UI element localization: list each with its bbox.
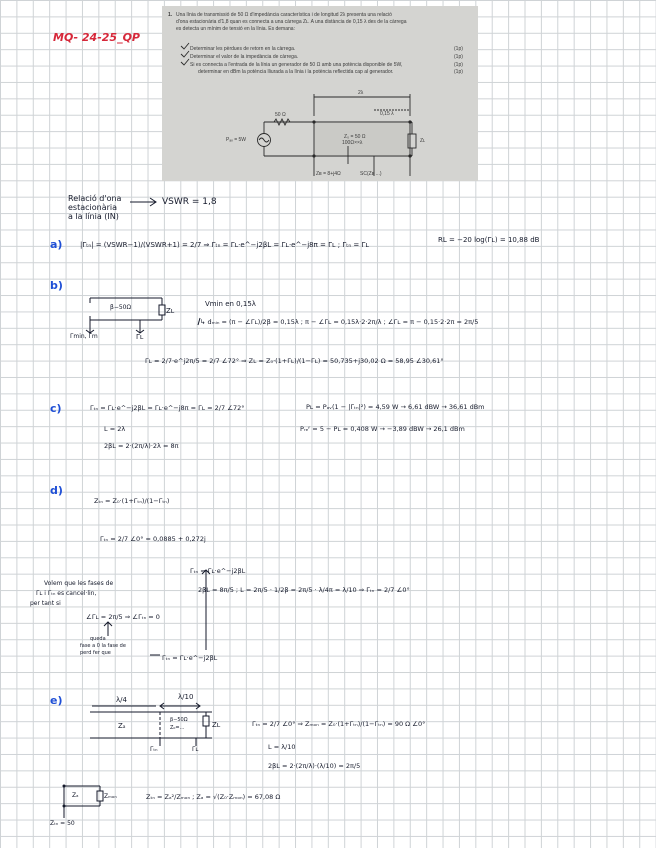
e-box2: Z₀=...	[170, 725, 185, 731]
problem-intro-1: Una línia de transmissió de 50 Ω d'impedància característica i de longitud 2λ presenta una relació	[176, 12, 392, 18]
d-gin2: Γₜₙ = Γʟ·e^−j2βL	[190, 567, 246, 575]
problem-item-a: Determinar les pèrdues de retorn en la càrrega.	[190, 46, 296, 52]
d-gin: Γₜₙ = 2/7 ∠0° = 0,0885 + 0,272j	[100, 535, 206, 543]
circuit-line-z0: Z₀ = 50 Ω	[344, 134, 366, 140]
d-note-1: Volem que les fases de	[44, 580, 114, 587]
c-power-load: Pʟ = Pₐᵥ(1 − |Γₜₙ|²) = 4,59 W → 6,61 dBW → 36,61 dBm	[306, 403, 485, 411]
c-length: L = 2λ	[104, 425, 126, 433]
d-zin: Zₜₙ = Z₀·(1+Γₜₙ)/(1−Γₜₙ)	[94, 497, 170, 505]
d-note2-1: queda	[90, 636, 106, 642]
e-qwt-za: Zₐ	[72, 792, 79, 799]
d-note2-3: perd fer que	[80, 650, 111, 656]
problem-item-d-points: (1p)	[454, 69, 463, 75]
e-lambda4: λ/4	[116, 696, 127, 704]
section-a-return-loss: RL = −20 log(Γʟ) = 10,88 dB	[438, 236, 540, 244]
b-dmin: ↳ dₘᵢₙ = (π − ∠Γʟ)/2β = 0,15λ ; π − ∠Γʟ = 0,15λ·2·2π/λ ; ∠Γʟ = π − 0,15·2·2π = 2π/5	[200, 318, 479, 326]
e-gl-label: Γʟ	[192, 746, 199, 753]
problem-item-a-points: (1p)	[454, 46, 463, 52]
e-zl: Zʟ	[212, 721, 221, 729]
e-gin-value: Γₜₙ = 2/7 ∠0° ⇒ Zₘₒₙ = Z₀·(1+Γₜₙ)/(1−Γₜₙ) = 90 Ω ∠0°	[252, 720, 426, 728]
circuit-source-power: Pₐᵥ = 5W	[226, 137, 246, 143]
circuit-load: Zʟ	[420, 138, 426, 144]
circuit-source-res: 50 Ω	[275, 112, 286, 118]
document-label: MQ- 24-25_QP	[53, 31, 140, 44]
b-diagram-line: β−50Ω	[110, 304, 132, 311]
section-b-label: b)	[50, 279, 63, 292]
d-note-3: per tant si	[30, 600, 61, 607]
e-box: β−50Ω	[170, 717, 188, 723]
e-gin-label: Γₜₙ	[150, 746, 158, 753]
e-z50: Zₜₙ = 50	[50, 820, 75, 827]
problem-number: 1.	[168, 12, 173, 18]
problem-item-c: Si es connecta a l'entrada de la línia un generador de 50 Ω amb una potència disponible de 5W,	[190, 62, 403, 68]
circuit-line-z0b: 100Ω××λ	[342, 140, 363, 146]
vswr-value: VSWR = 1,8	[162, 197, 217, 207]
relation-label-3: a la línia (IN)	[68, 212, 119, 221]
problem-item-d: determinar en dBm la potència lliurada a la línia i la potència reflectida cap al generador.	[198, 69, 394, 75]
relation-label-1: Relació d'ona	[68, 194, 122, 203]
b-diagram-gl: Γʟ	[136, 333, 144, 341]
problem-item-b: Determinar el valor de la impedància de càrrega.	[190, 54, 299, 60]
e-length: L = λ/10	[268, 743, 296, 751]
c-power-reflected: Pᵣₑᶠ = 5 − Pʟ = 0,408 W → −3,89 dBW → 26,1 dBm	[300, 425, 465, 433]
circuit-bottom-1: Zʙ = 8+j4Ω	[316, 171, 341, 177]
problem-intro-2: d'ona estacionària d'1,8 quan es connecta a una càrrega Zʟ. A una distància de 0,15 λ des de la càrrega	[176, 19, 407, 25]
section-a-label: a)	[50, 238, 63, 251]
c-gin: Γₜₙ = Γʟ·e^−j2βL = Γʟ·e^−j8π = Γʟ = 2/7 ∠72°	[90, 404, 245, 412]
b-vmin: Vmin en 0,15λ	[205, 300, 256, 308]
section-c-label: c)	[50, 402, 62, 415]
circuit-distance: 0,15 λ	[380, 111, 394, 117]
b-diagram-gmin: Γmin, Γm	[70, 333, 98, 340]
circuit-bottom-2: SC(Zʙ ...)	[360, 171, 382, 177]
e-lambda10: λ/10	[178, 693, 194, 701]
b-gl-zl: Γʟ = 2/7·e^j2π/5 = 2/7 ∠72° ⇒ Zʟ = Z₀·(1+Γʟ)/(1−Γʟ) = 50,735+j30,02 Ω = 58,95 ∠30,61°	[145, 357, 444, 365]
e-qwt-zmon: Zₘₒₙ	[104, 793, 117, 800]
section-d-label: d)	[50, 484, 63, 497]
e-zin-za: Zₜₙ = Zₐ²/Zₘₒₙ ; Zₐ = √(Z₀·Zₘₒₙ) = 67,08 Ω	[146, 793, 281, 801]
problem-item-c-points: (1p)	[454, 62, 463, 68]
d-phase: ∠Γʟ = 2π/5 ⇒ ∠Γₜₙ = 0	[86, 613, 160, 621]
problem-item-b-points: (1p)	[454, 54, 463, 60]
problem-intro-3: es detecta un mínim de tensió en la línia. Es demana:	[176, 26, 295, 32]
section-a-equation: |Γₜₙ| = (VSWR−1)/(VSWR+1) = 2/7 ⇒ Γₜₙ = Γʟ·e^−j2βL = Γʟ·e^−j8π = Γʟ ; Γₜₙ = Γʟ	[80, 241, 369, 249]
d-note-2: Γʟ i Γₜₙ es cancel·lin,	[36, 590, 97, 597]
section-e-label: e)	[50, 694, 63, 707]
relation-label-2: estacionària	[68, 203, 118, 212]
e-2bl: 2βL = 2·(2π/λ)·(λ/10) = 2π/5	[268, 762, 361, 770]
c-2bl: 2βL = 2·(2π/λ)·2λ = 8π	[104, 442, 179, 450]
d-gin3: Γₜₙ = Γʟ·e^−j2βL	[162, 654, 218, 662]
d-note2-2: fase a 0 la fase de	[80, 643, 126, 649]
b-diagram-zl: Zʟ	[166, 307, 175, 315]
d-2bl: 2βL = 8π/5 ; L = 2π/5 · 1/2β = 2π/5 · λ/4π = λ/10 ⇒ Γₜₙ = 2/7 ∠0°	[198, 586, 410, 594]
circuit-length: 2λ	[358, 90, 364, 96]
e-za: Zₐ	[118, 722, 126, 730]
